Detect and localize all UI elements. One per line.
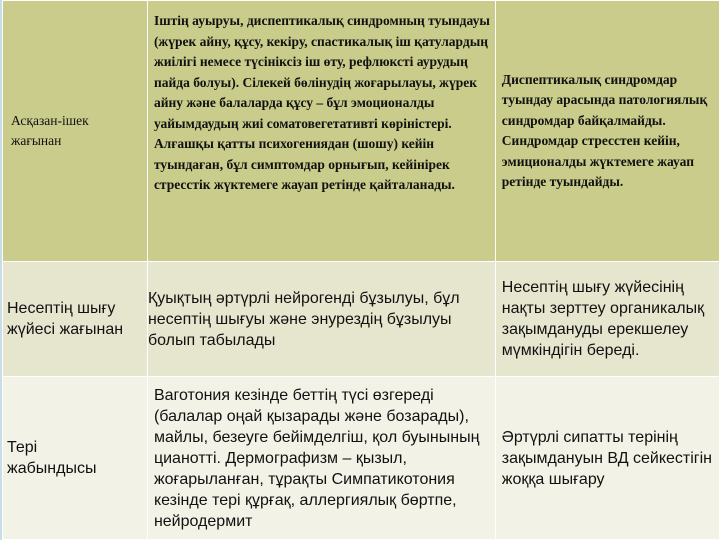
note-cell (495, 377, 719, 540)
table-row (3, 262, 720, 377)
table-row (3, 377, 720, 540)
note-text: Несептің шығу жүйесінің нақты зерттеу органикалық зақымдануды ерекшелеу мүмкіндігін береді. (501, 279, 705, 359)
note-cell (495, 262, 719, 377)
system-cell (3, 377, 148, 540)
system-label: Несептің шығу жүйесі жағынан (7, 300, 124, 338)
note-text: Диспептикалық синдромдар туындау арасында патологиялық синдромдар байқалмайды. Синдромдар стресстен кейін, эмиционалды жүктемеге жауап ретінде туындайды. (501, 71, 708, 189)
note-text: Әртүрлі сипатты терінің зақымдануын ВД сейкестігін жоққа шығару (501, 428, 713, 488)
manifestations-text: Ваготония кезінде беттің түсі өзгереді (балалар оңай қызарады және бозарады), майлы, безеуге бейімделгіш, қол буынының цианотті. Дермографизм – қызыл, жоғарыланған, тұрақты Симпатикотония кезінде тері құрғақ, аллергиялық бөртпе, нейродермит (153, 387, 480, 530)
manifestations-text: Қуықтың әртүрлі нейрогенді бұзылуы, бұл несептің шығуы және энурездің бұзылуы болып табылады (147, 289, 460, 349)
symptoms-table (2, 0, 720, 540)
system-label: Асқазан-ішек жағынан (11, 112, 89, 148)
table-row (3, 1, 720, 262)
note-cell (495, 1, 719, 262)
system-cell (3, 262, 148, 377)
manifestations-cell (147, 377, 495, 540)
manifestations-cell (147, 262, 495, 377)
system-cell (3, 1, 148, 262)
manifestations-text: Іштің ауыруы, диспептикалық синдромның туындауы (жүрек айну, құсу, кекіру, спастикалық іш қатулардың жиілігі немесе түсініксіз іш өту, рефлюксті аурудың пайда болуы). Сілекей бөлінудің жоғарылауы, жүрек айну және балаларда құсу – бұл эмоционалды уайымдаудың жиі соматовегетативті көріністері. Алғашқы қатты психогениядан (шошу) кейін туындаған, бұл симптомдар орнығып, кейінірек стресстік жүктемеге жауап ретінде қайталанады. (153, 13, 490, 192)
manifestations-cell (147, 1, 495, 262)
system-label: Тері жабындысы (7, 439, 97, 477)
